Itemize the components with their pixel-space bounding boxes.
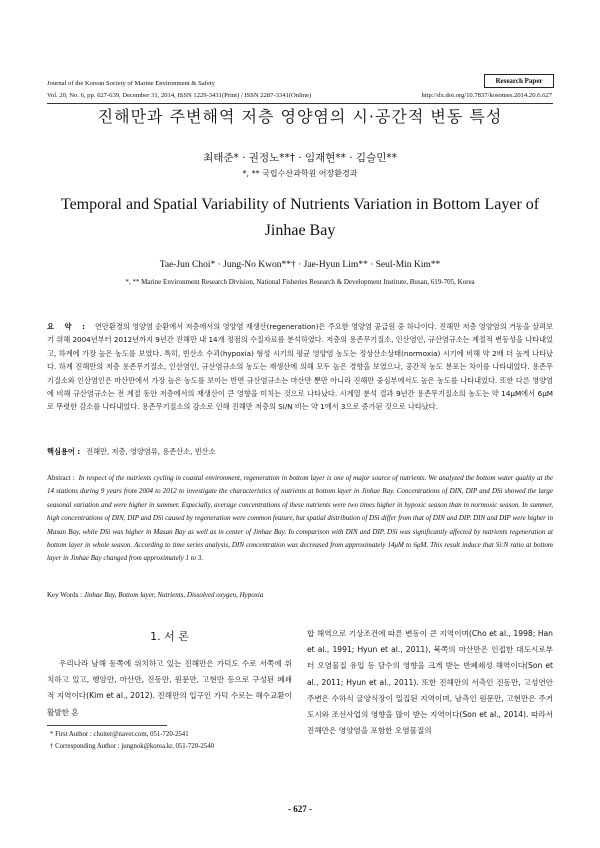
abstract-korean-label: 요 약 :	[47, 322, 89, 331]
affiliation-korean: *, ** 국립수산과학원 어장환경과	[242, 169, 358, 178]
keywords-english-text: Jinhae Bay, Bottom layer, Nutrients, Dissolved oxygen, Hypoxia	[83, 591, 264, 599]
body-column-left	[47, 626, 292, 721]
title-english: Temporal and Spatial Variability of Nutrients Variation in Bottom Layer of Jinhae Bay	[60, 196, 540, 239]
body-column-right	[307, 626, 553, 739]
section-heading-introduction: 1. 서 론	[150, 630, 189, 643]
footnote-first-author: * First Author : choiter@naver.com, 051-720-2541	[50, 731, 189, 738]
keywords-english-label: Key Words :	[47, 591, 83, 599]
abstract-english	[47, 472, 553, 566]
page-number: - 627 -	[288, 804, 312, 814]
title-korean: 진해만과 주변해역 저층 영양염의 시·공간적 변동 특성	[97, 107, 503, 126]
abstract-korean	[47, 320, 553, 414]
keywords-korean	[47, 447, 553, 457]
authors-english: Tae-Jun Choi* · Jung-No Kwon**† · Jae-Hyun Lim** · Seul-Min Kim**	[159, 260, 441, 270]
keywords-korean-label: 핵심용어 :	[47, 447, 81, 456]
volume-line: Vol. 20, No. 6, pp. 627-639, December 31, 2014, ISSN 1229-3431(Print) / ISSN 2287-3341(Online)	[47, 92, 312, 99]
doi-link[interactable]: http://dx.doi.org/10.7837/kosomes.2014.20.6.627	[421, 92, 552, 99]
footnote-corresponding-author: † Corresponding Author : jungnok@korea.kr, 051-720-2540	[50, 743, 214, 750]
abstract-english-label: Abstract :	[47, 474, 75, 482]
affiliation-english: *, ** Marine Environment Research Division, National Fisheries Research & Development Institute, Busan, 619-705, Korea	[125, 278, 475, 286]
research-paper-badge: Research Paper	[484, 74, 554, 88]
authors-korean: 최태준* · 권정노**† · 임재현** · 김슬민**	[203, 152, 397, 164]
keywords-korean-text: 진해만, 저층, 영양염류, 용존산소, 빈산소	[86, 447, 216, 456]
footnote-rule	[47, 725, 167, 726]
journal-name: Journal of the Korean Society of Marine Environment & Safety	[47, 80, 215, 87]
introduction-paragraph-left: 우리나라 남해 동쪽에 위치하고 있는 진해만은 가덕도 수로 서쪽에 위치하고 있고, 행암만, 마산만, 진동만, 원문만, 고현만 등으로 구성된 폐쇄적 지역이다(Kim et al., 2012). 진해만의 입구인 가덕 수로는 해수교환이 활발한 혼	[47, 659, 292, 717]
abstract-korean-text: 연안환경의 영양염 순환에서 저층에서의 영양염 재생산(regeneration)은 주요한 영양염 공급원 중 하나이다. 진해만 저층 영양염의 거동을 살펴보기 위해 2004년부터 2012년까지 9년간 진해만 내 14개 정점의 수질자료를 분석하였다. 저층의 용존무기질소, 인산염인, 규산염규소는 계절적 변동성을 나타내었고, 하계에 가장 높은 농도를 보였다. 특히, 빈산소 수괴(hypoxia) 형성 시기의 평균 영양염 농도는 정상산소상태(normoxia) 시기에 비해 약 2배 더 높게 나타났다. 하계 진해만의 저층 용존무기질소, 인산염인, 규산염규소의 농도는 재생산에 의해 모두 높은 경향을 보였으나, 공간적 농도 분포는 차이를 나타내었다. 용존무기질소와 인산염인은 마산만에서 가장 높은 농도를 보이는 반면 규산염규소는 마산만 뿐만 아니라 진해만 중심부에서도 높은 농도를 나타내었다. 또한 다른 영양염에 비해 규산염규소는 전 계절 동안 저층에서의 재생산이 큰 영향을 미치는 것으로 나타났다. 시계열 분석 결과 9년간 용존무기질소의 농도는 약 14μM에서 6μM로 뚜렷한 감소를 나타내었다. 용존무기질소의 감소로 인해 진해만 저층의 Si/N 비는 약 1에서 3으로 증가된 것으로 나타났다.	[47, 322, 554, 412]
keywords-english	[47, 591, 553, 599]
introduction-paragraph-right: 합 해역으로 기상조건에 따른 변동이 큰 지역이며(Cho et al., 1998; Han et al., 1991; Hyun et al., 2011), 북쪽의 마산만은 인접한 대도시로부터 오염물질 유입 등 담수의 영향을 크게 받는 반폐쇄성 해역이다(Son et al., 2011; Hyun et al., 2011). 또한 진해만의 서측인 진동만, 고성연안 주변은 수하식 굴양식장이 밀집된 지역이며, 남측인 원문만, 고현만은 주거도시와 조선사업의 영향을 많이 받는 지역이다(Son et al., 2014). 따라서 진해만은 영양염을 포함한 오염물질의	[307, 629, 553, 736]
abstract-english-text: In respect of the nutrients cycling in coastal environment, regeneration in bottom layer is one of major source of nutrients. We analyzed the bottom water quality at the 14 stations during 9 years from 2004 to 2012 to investigate the characteristics of nutrients at bottom layer in Jinhae Bay. Concentrations of DIN, DIP and DSi showed the large seasonal variation and were higher in summer. Especially, average concentrations of these nutrients were two times higher in hypoxic season than in normoxic season. In summer, high concentrations of DIN, DIP and DSi caused by regeneration were common feature, but spatial distribution of DSi differ from that of DIN and DIP. DIN and DIP were higher in Masan Bay, while DSi was higher in Masan Bay as well as in center of Jinhae Bay. In comparison with DIN and DIP, DSi was significantly affected by nutrients regeneration at bottom layer in whole season. According to time series analysis, DIN concentration was decreased from approximately 14μM to 6μM. This result induce that Si:N ratio at bottom layer in Jinhae Bay changed from approximately 1 to 3.	[47, 474, 553, 563]
